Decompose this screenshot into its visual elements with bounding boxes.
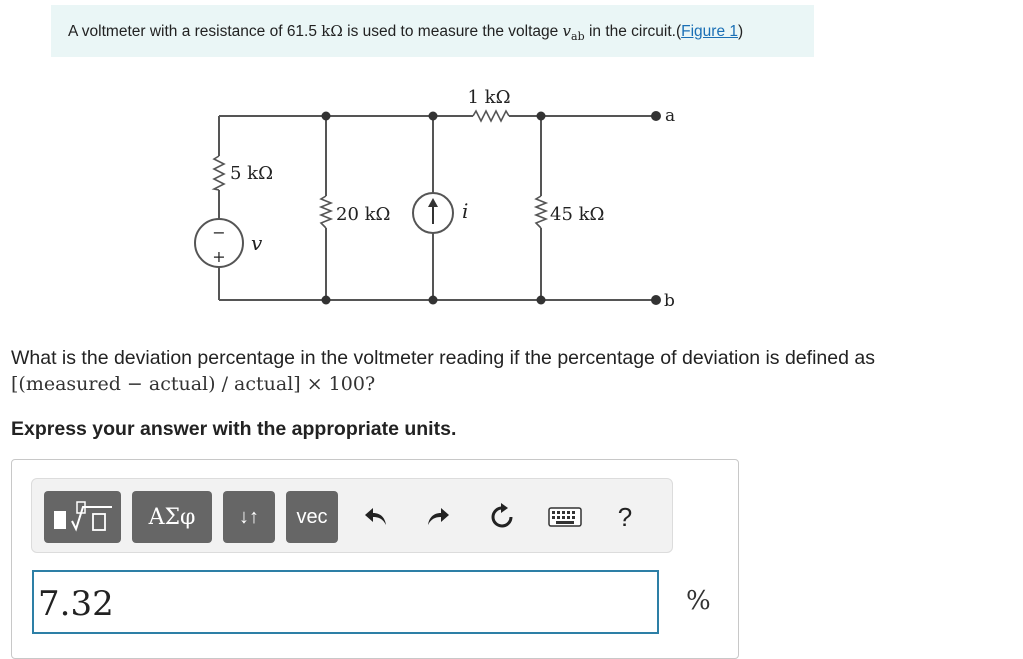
reset-icon — [488, 503, 516, 531]
greek-symbols-button[interactable]: ΑΣφ — [132, 491, 212, 543]
resistor-1k-symbol — [473, 111, 509, 121]
deviation-formula: [(measured − actual) / actual] × 100? — [11, 373, 376, 395]
voltage-symbol: v — [562, 22, 572, 40]
label-5k: 5 kΩ — [230, 163, 274, 184]
label-45k: 45 kΩ — [550, 204, 605, 225]
problem-text-middle: is used to measure the voltage — [342, 23, 563, 40]
label-20k: 20 kΩ — [336, 204, 391, 225]
answer-instruction: Express your answer with the appropriate units. — [11, 418, 457, 440]
problem-text-before: A voltmeter with a resistance of 61.5 — [68, 23, 322, 40]
resistor-45k-symbol — [536, 196, 546, 228]
math-toolbar — [31, 478, 673, 553]
answer-units: % — [686, 586, 711, 616]
templates-icon — [48, 497, 118, 537]
terminal-b: b — [664, 291, 675, 311]
question-text — [11, 345, 875, 397]
resistance-unit: kΩ — [321, 22, 343, 40]
redo-icon — [425, 504, 451, 530]
redo-button[interactable] — [420, 499, 456, 535]
voltage-source-plus: + — [212, 247, 226, 266]
resistor-20k-symbol — [321, 196, 331, 228]
subscript-superscript-button[interactable]: ↓↑ — [223, 491, 275, 543]
templates-button[interactable] — [44, 491, 121, 543]
keyboard-icon — [548, 507, 582, 527]
resistor-5k-symbol — [214, 156, 224, 190]
help-button[interactable]: ? — [617, 501, 633, 532]
problem-text-after: in the circuit.( — [584, 23, 682, 40]
terminal-a: a — [665, 106, 676, 126]
question-line: What is the deviation percentage in the voltmeter reading if the percentage of deviation is defined as — [11, 347, 875, 369]
undo-button[interactable] — [358, 499, 394, 535]
vector-button[interactable]: vec — [286, 491, 338, 543]
undo-icon — [363, 504, 389, 530]
label-v: v — [251, 231, 263, 255]
figure-link[interactable]: Figure 1 — [681, 23, 738, 40]
label-i: i — [462, 199, 469, 223]
reset-button[interactable] — [484, 499, 520, 535]
label-1k: 1 kΩ — [467, 87, 511, 108]
voltage-subscript: ab — [571, 30, 585, 44]
keyboard-button[interactable] — [544, 499, 586, 535]
answer-input[interactable] — [32, 570, 659, 634]
voltage-source-minus: − — [212, 223, 226, 242]
problem-text-close: ) — [738, 23, 744, 40]
